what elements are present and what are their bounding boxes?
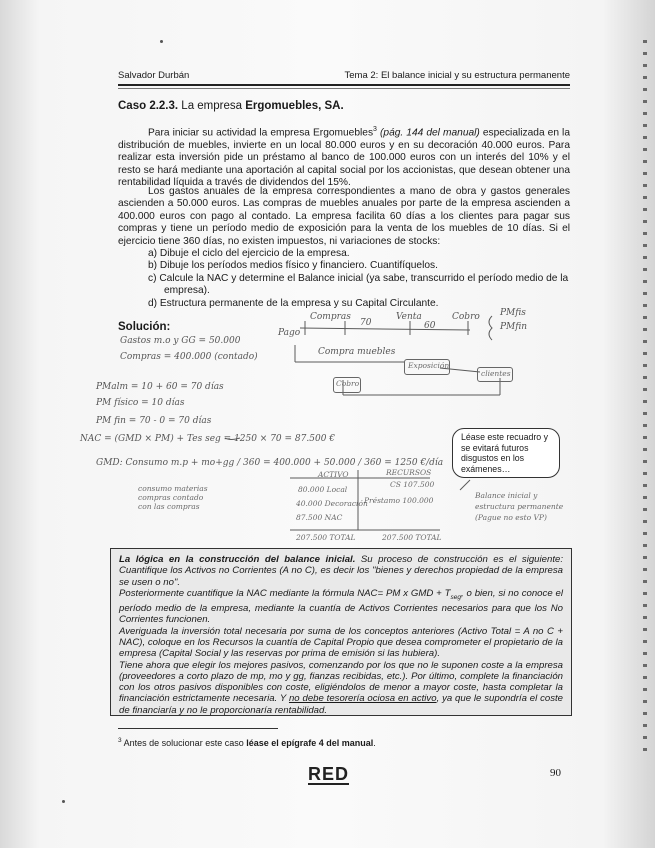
- hw-bal-r1: CS 107.500: [390, 480, 435, 489]
- hw-cycle-cobro: Cobro: [452, 312, 480, 322]
- footnote-text-a: Antes de solucionar este caso: [123, 738, 247, 748]
- footnote-text-c: .: [373, 738, 376, 748]
- hw-bal-recursos: RECURSOS: [386, 468, 432, 477]
- paragraph-2: Los gastos anuales de la empresa correspondientes a mano de obra y gastos generales ascienden a 50.000 euros. Las compras de muebles anuales por parte de la empresa ascienden a 400.000 euros con pago al contado. La empresa facilita 60 días a los clientes para pagar sus compras y tiene un período medio de exposición para la venta de los muebles de 10 días. Si el ejercicio tiene 360 días, no existen impuestos, ni variaciones de stocks:: [118, 186, 570, 247]
- hw-bal-r2: Préstamo 100.000: [364, 496, 434, 505]
- hw-compras: Compras = 400.000 (contado): [120, 352, 258, 362]
- red-logo: RED: [308, 764, 350, 784]
- logic-p1: [119, 554, 563, 588]
- footnote-number: 3: [118, 737, 122, 744]
- hw-cycle-70: 70: [360, 318, 372, 328]
- question-c: c) Calcule la NAC y determine el Balance inicial (ya sabe, transcurrido el período medio de la empresa).: [148, 272, 569, 297]
- hw-pm-fisico: PM físico = 10 días: [96, 398, 185, 408]
- p1-text-b: especializada en la distribución de muebles, invierte en un local 80.000 euros y en su decoración 40.000 euros. Para realizar esta inversión pide un préstamo al banco de 100.000 euros con un interés del 10% y el resto se hará mediante una aportación al capital social por los accionistas, que desean obtener una rentabilidad líquida a través de dividendos del 15%.: [118, 127, 570, 189]
- logic-box: [110, 548, 572, 716]
- logic-p4-text-a: Tiene ahora que elegir los mejores pasivos, comenzando por los que no le suponen coste a la empresa (proveedores a corto plazo de mp, mo y gg, fianzas recibidas, etc.). Por último, complete la financiación con los otros pasivos disponibles con coste, eligiéndolos de menor a mayor coste, hasta completar la financiación estrictamente necesaria. Y: [119, 659, 563, 705]
- hw-pm-fis-label: PMfis: [500, 308, 526, 318]
- p1-manual-ref: (pág. 144 del manual): [380, 127, 480, 139]
- footnote-text-bold: léase el epígrafe 4 del manual: [246, 738, 374, 748]
- hw-gastos: Gastos m.o y GG = 50.000: [120, 336, 241, 346]
- hw-cycle-pago: Pago: [278, 328, 301, 338]
- hw-bal-a1: 80.000 Local: [298, 485, 348, 494]
- p1-text-a: Para iniciar su actividad la empresa Ergomuebles: [148, 127, 374, 139]
- header-chapter: Tema 2: El balance inicial y su estructura permanente: [344, 70, 570, 81]
- hw-side-note: Balance inicial y estructura permanente (Pague no esto VP): [475, 491, 564, 522]
- case-number: Caso 2.2.3.: [118, 100, 179, 112]
- logic-p3: Averiguada la inversión total necesaria por suma de los conceptos anteriores (Activo Total = A no C + NAC), coloque en los Recursos la cuantía de Capital Propio que desea comprometer el propietario de la empresa (Capital Social y las reservas por prima de emisión si las hubiera).: [119, 625, 563, 660]
- hw-gmd: GMD: Consumo m.p + mo+gg / 360 = 400.000 + 50.000 / 360 = 1250 €/día: [96, 458, 444, 468]
- question-b: b) Dibuje los períodos medios físico y financiero. Cuantifíquelos.: [148, 260, 438, 272]
- reminder-bubble: Léase este recuadro y se evitará futuros disgustos en los exámenes…: [452, 428, 560, 478]
- footnote-ref: 3: [373, 126, 377, 133]
- footnote: [118, 737, 376, 748]
- hw-pm-fin-label: PMfin: [500, 322, 528, 332]
- hw-flow-exposicion: Exposición: [408, 361, 450, 370]
- question-a: a) Dibuje el ciclo del ejercicio de la empresa.: [148, 248, 350, 259]
- bubble-tail: [460, 480, 470, 490]
- hw-bal-a3: 87.500 NAC: [296, 513, 343, 522]
- footnote-rule: [118, 728, 278, 729]
- hw-pm-alm: PMalm = 10 + 60 = 70 días: [96, 382, 224, 392]
- case-prefix: La empresa: [181, 100, 243, 112]
- hw-cycle-60: 60: [424, 321, 436, 331]
- hw-flow-compra: Compra muebles: [318, 347, 396, 357]
- logic-heading: La lógica en la construcción del balance inicial.: [119, 554, 356, 565]
- case-company: Ergomuebles, SA.: [245, 100, 344, 112]
- solution-heading: Solución:: [118, 321, 171, 333]
- hw-cycle-venta: Venta: [396, 312, 422, 322]
- hw-flow-cobro: Cobro: [336, 379, 360, 388]
- hw-nac: NAC = (GMD × PM) + Tes seg = 1250 × 70 = 87.500 €: [80, 434, 336, 444]
- hw-bal-a2: 40.000 Decoración: [296, 499, 368, 508]
- hw-pm-fin: PM fin = 70 - 0 = 70 días: [96, 416, 212, 426]
- logic-p1-text: Su proceso de construcción es el siguiente: Cuantifique los Activos no Corrientes (A no C), es decir los "bienes y derechos propiedad de la empresa se usen o no".: [119, 554, 563, 588]
- logic-p2-sub: seg: [450, 593, 461, 601]
- hw-gmd-note: consumo materias compras contado con las compras: [138, 484, 208, 511]
- page-number: 90: [550, 767, 561, 779]
- logic-p2: [119, 588, 563, 626]
- cycle-timeline: [300, 328, 470, 330]
- hw-flow-clientes: clientes: [481, 369, 511, 378]
- hw-cycle-compras: Compras: [310, 312, 351, 322]
- cycle-brace: [489, 316, 492, 340]
- logic-p2-text-a: Posteriormente cuantifique la NAC mediante la fórmula NAC= PM x GMD + T: [119, 587, 451, 599]
- hw-bal-activo: ACTIVO: [318, 470, 349, 479]
- logic-p4-text-b: , ya que le supondría el coste de financiaría y no le proporcionaría rentabilidad.: [119, 693, 563, 716]
- hw-bal-total-recursos: 207.500 TOTAL: [382, 533, 442, 542]
- question-d: d) Estructura permanente de la empresa y su Capital Circulante.: [148, 297, 439, 309]
- header-author: Salvador Durbán: [118, 70, 190, 81]
- hw-bal-total-activo: 207.500 TOTAL: [296, 533, 356, 542]
- logic-p2-text-b: , o bien, si no conoce el período medio de la empresa, mediante la cuantía de Activos Corrientes necesarios para que los No Corrientes funcionen.: [119, 587, 563, 626]
- logic-p4: [119, 660, 563, 716]
- logic-p4-underlined: no debe tesorería ociosa en activo: [288, 693, 437, 705]
